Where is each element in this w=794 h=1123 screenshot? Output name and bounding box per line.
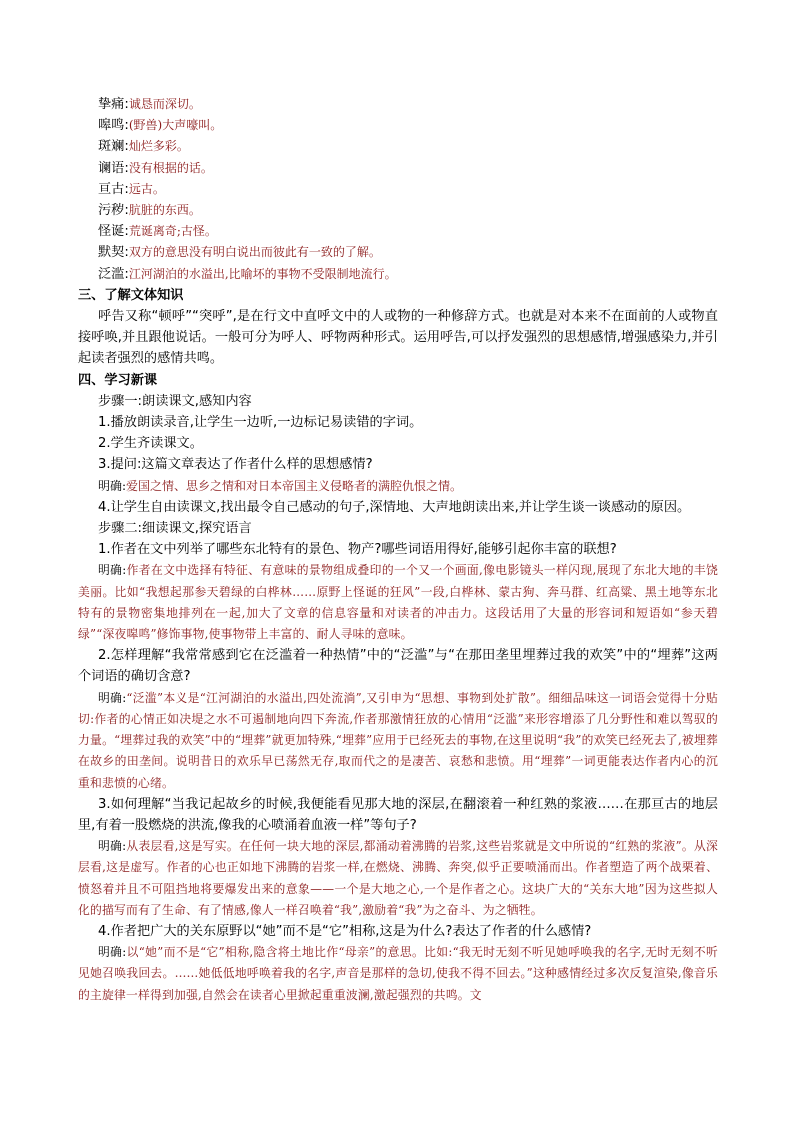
answer-label: 明确: — [98, 690, 127, 705]
vocab-definition: 远古。 — [128, 181, 165, 196]
genre-paragraph: 呼告又称“顿呼”“突呼”,是在行文中直呼文中的人或物的一种修辞方式。也就是对本来不在面前的人或物直接呼唤,并且跟他说话。一般可分为呼人、呼物两种形式。运用呼告,可以抒发强烈的思想感情,增强感染力,并引起读者强烈的感情共鸣。 — [78, 309, 718, 367]
section-heading: 四、学习新课 — [78, 372, 158, 388]
answer-label: 明确: — [98, 563, 127, 578]
question: 4.作者把广大的关东原野以“她”而不是“它”相称,这是为什么?表达了作者的什么感情? — [98, 923, 592, 939]
vocab-item — [78, 200, 718, 221]
answer-label: 明确: — [98, 945, 127, 960]
vocab-definition: 没有根据的话。 — [128, 160, 213, 175]
answer — [78, 942, 718, 1006]
question: 1.作者在文中列举了哪些东北特有的景色、物产?哪些词语用得好,能够引起你丰富的联想? — [98, 542, 617, 558]
vocab-item — [78, 264, 718, 285]
vocab-item — [78, 179, 718, 200]
answer-text: 从表层看,这是写实。在任何一块大地的深层,都涌动着沸腾的岩浆,这些岩浆就是文中所说的“红熟的浆液”。从深层看,这是虚写。作者的心也正如地下沸腾的岩浆一样,在燃烧、沸腾、奔突,似乎正要喷涌而出。作者塑造了两个战栗着、愤怒着并且不可阻挡地将要爆发出来的意象——一个是大地之心,一个是作者之心。这块广大的“关东大地”因为这些拟人化的描写而有了生命、有了情感,像人一样召唤着“我”,激励着“我”为之奋斗、为之牺牲。 — [78, 839, 719, 917]
step-item: 1.播放朗读录音,让学生一边听,一边标记易读错的字词。 — [98, 415, 423, 431]
vocab-definition: 肮脏的东西。 — [128, 203, 201, 218]
vocab-item — [78, 221, 718, 242]
vocab-term: 嗥鸣: — [98, 118, 129, 134]
vocab-list — [78, 94, 718, 285]
vocab-item — [78, 158, 718, 179]
vocab-term: 怪诞: — [98, 224, 129, 240]
step-item: 3.提问:这篇文章表达了作者什么样的思想感情? — [98, 457, 373, 473]
answer — [78, 836, 718, 921]
vocab-item — [78, 136, 718, 157]
answer-text: 爱国之情、思乡之情和对日本帝国主义侵略者的满腔仇恨之情。 — [126, 478, 463, 493]
answer-label: 明确: — [98, 839, 127, 854]
answer — [78, 688, 718, 794]
answer-text: “泛滥”本义是“江河湖泊的水溢出,四处流淌”,又引申为“思想、事物到处扩散”。细细品味这一词语会觉得十分贴切:作者的心情正如决堤之水不可遏制地向四下奔流,作者那激情狂放的心情用“泛滥”来形容增添了几分野性和难以驾驭的力量。“埋葬过我的欢笑”中的“埋葬”就更加特殊,“埋葬”应用于已经死去的事物,在这里说明“我”的欢笑已经死去了,被埋葬在故乡的田垄间。说明昔日的欢乐早已荡然无存,取而代之的是凄苦、哀愁和悲愤。用“埋葬”一词更能表达作者内心的沉重和悲愤的心绪。 — [78, 690, 718, 790]
vocab-definition: 双方的意思没有明白说出而彼此有一致的了解。 — [128, 245, 381, 260]
step-item: 4.让学生自由读课文,找出最令自己感动的句子,深情地、大声地朗读出来,并让学生谈一谈感动的原因。 — [98, 499, 691, 515]
vocab-item — [78, 242, 718, 263]
vocab-term: 亘古: — [98, 181, 129, 197]
vocab-item — [78, 115, 718, 136]
vocab-definition: 诚恳而深切。 — [128, 97, 201, 111]
answer-label: 明确: — [98, 478, 127, 493]
answer — [78, 560, 718, 645]
section-heading: 三、了解文体知识 — [78, 287, 184, 303]
question: 2.怎样理解“我常常感到它在泛滥着一种热情”中的“泛滥”与“在那田垄里埋葬过我的欢笑”中的“埋葬”这两个词语的确切含意? — [78, 648, 718, 685]
vocab-term: 默契: — [98, 245, 129, 261]
vocab-term: 污秽: — [98, 203, 129, 219]
vocab-definition: 灿烂多彩。 — [128, 139, 189, 154]
step-heading: 步骤一:朗读课文,感知内容 — [98, 393, 252, 409]
step-heading: 步骤二:细读课文,探究语言 — [98, 521, 252, 537]
vocab-item — [78, 94, 718, 115]
answer — [78, 476, 718, 497]
vocab-term: 泛滥: — [98, 266, 129, 282]
document-page — [78, 94, 718, 1006]
vocab-term: 挚痛: — [98, 97, 129, 112]
vocab-definition: (野兽)大声嚎叫。 — [128, 118, 223, 133]
answer-text: 以“她”而不是“它”相称,隐含将土地比作“母亲”的意思。比如:“我无时无刻不听见她呼唤我的名字,无时无刻不听见她召唤我回去。……她低低地呼唤着我的名字,声音是那样的急切,使我不得不回去。”这种感情经过多次反复渲染,像音乐的主旋律一样得到加强,自然会在读者心里掀起重重波澜,激起强烈的共鸣。文 — [78, 945, 719, 1002]
vocab-term: 斑斓: — [98, 139, 129, 155]
vocab-definition: 荒诞离奇;古怪。 — [128, 224, 217, 239]
vocab-definition: 江河湖泊的水溢出,比喻坏的事物不受限制地流行。 — [128, 266, 397, 281]
vocab-term: 谰语: — [98, 160, 129, 176]
question: 3.如何理解“当我记起故乡的时候,我便能看见那大地的深层,在翻滚着一种红熟的浆液……在那亘古的地层里,有着一股燃烧的洪流,像我的心喷涌着血液一样”等句子? — [78, 796, 718, 833]
step-item: 2.学生齐读课文。 — [98, 436, 203, 452]
answer-text: 作者在文中选择有特征、有意味的景物组成叠印的一个又一个画面,像电影镜头一样闪现,展现了东北大地的丰饶美丽。比如“我想起那参天碧绿的白桦林……原野上怪诞的狂风”一段,白桦林、蒙古狗、奔马群、红高粱、黑土地等东北特有的景物密集地排列在一起,加大了文章的信息容量和对读者的冲击力。这段话用了大量的形容词和短语如“参天碧绿”“深夜嗥鸣”修饰事物,使事物带上丰富的、耐人寻味的意味。 — [78, 563, 718, 642]
